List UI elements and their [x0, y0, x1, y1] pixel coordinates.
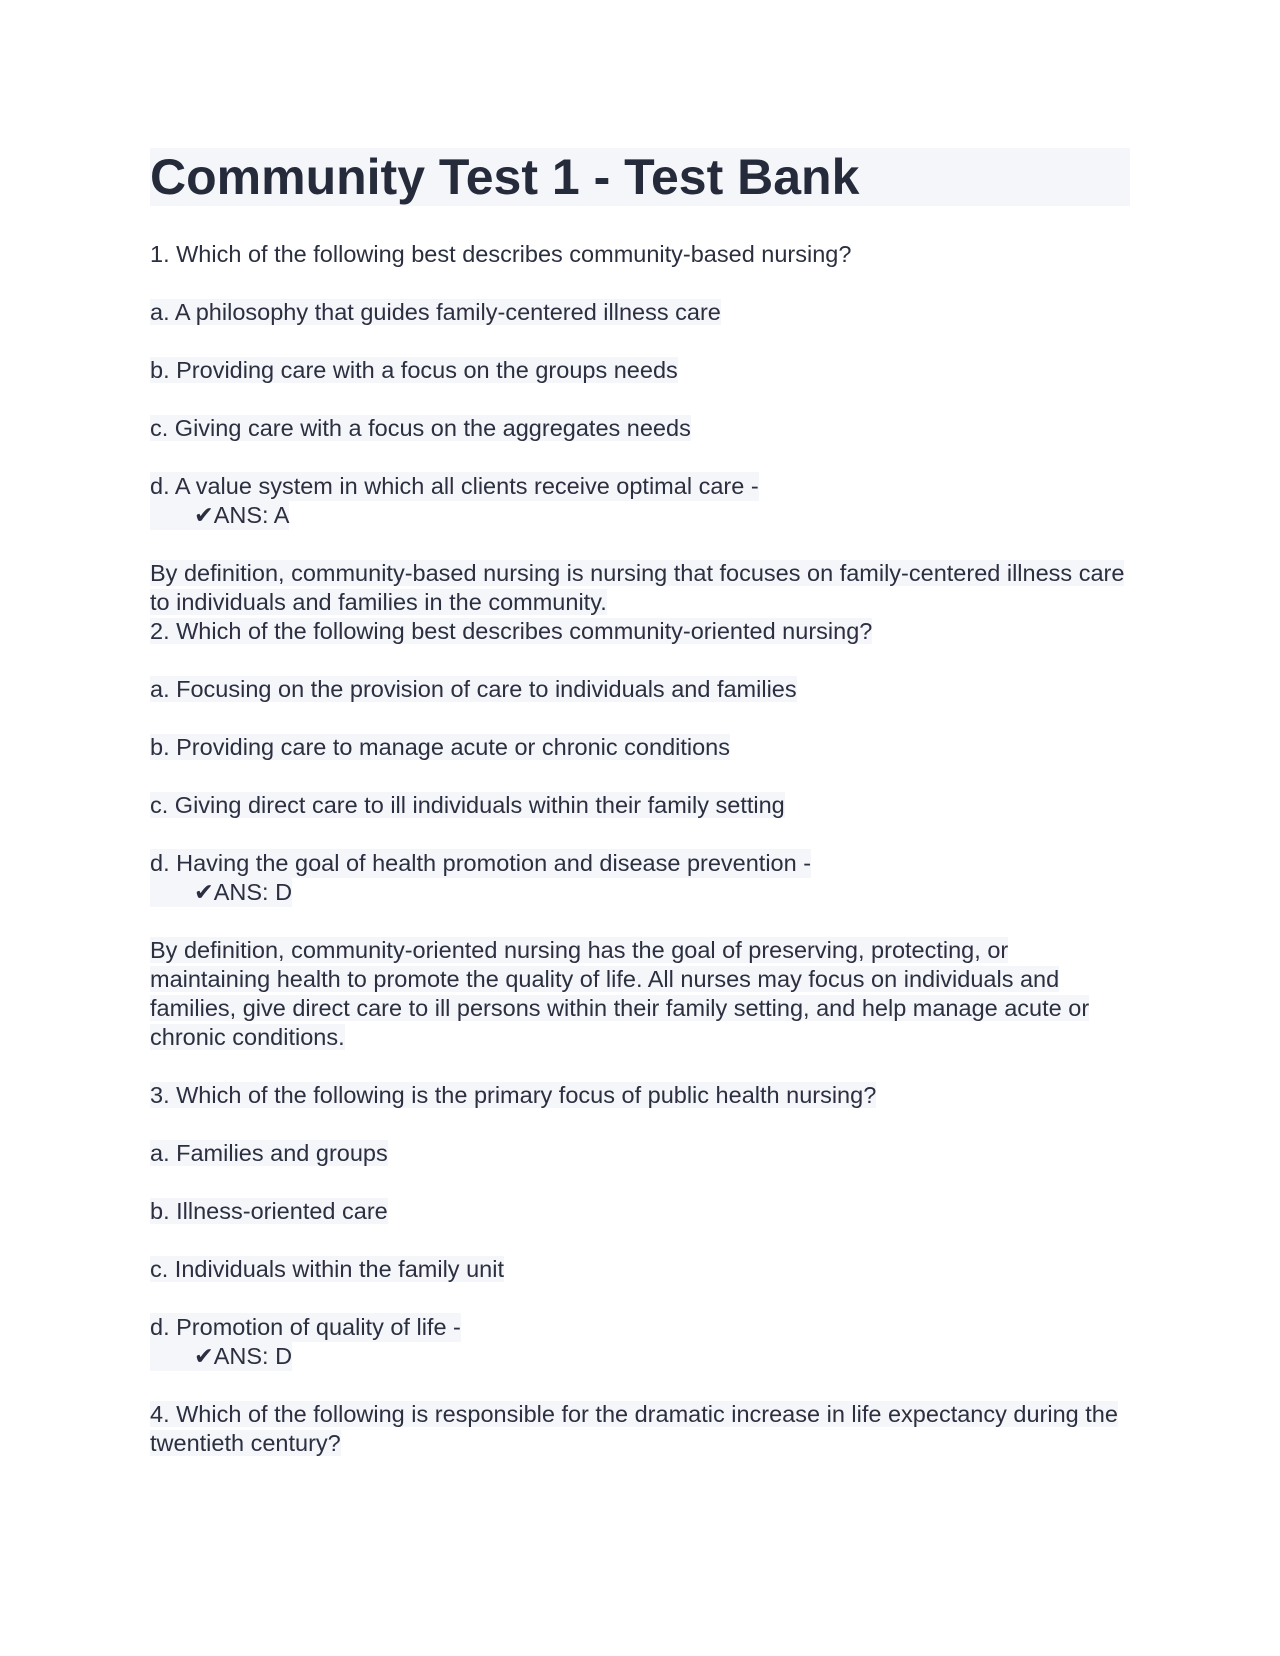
q2-rationale: By definition, community-oriented nursing has the goal of preserving, protecting, or maintaining health to promote the quality of life. All nurses may focus on individuals and families, give direct care to ill persons within their family setting, and help manage acute or chronic conditions. — [150, 937, 1090, 1050]
question-3: 3. Which of the following is the primary focus of public health nursing? — [150, 1082, 877, 1108]
question-2: 2. Which of the following best describes community-oriented nursing? — [150, 618, 873, 644]
q3-option-a: a. Families and groups — [150, 1140, 388, 1166]
q1-option-d: d. A value system in which all clients receive optimal care - — [150, 473, 759, 499]
q2-option-c: c. Giving direct care to ill individuals within their family setting — [150, 792, 785, 818]
q3-option-c: c. Individuals within the family unit — [150, 1256, 504, 1282]
q1-rationale: By definition, community-based nursing is nursing that focuses on family-centered illness care to individuals and families in the community. — [150, 560, 1125, 615]
q2-option-a: a. Focusing on the provision of care to individuals and families — [150, 676, 797, 702]
q2-option-b: b. Providing care to manage acute or chronic conditions — [150, 734, 730, 760]
page-title: Community Test 1 - Test Bank — [150, 148, 1130, 206]
q2-option-d: d. Having the goal of health promotion and disease prevention - — [150, 850, 812, 876]
q1-option-c: c. Giving care with a focus on the aggregates needs — [150, 415, 691, 441]
q2-answer: ✔ANS: D — [150, 878, 1130, 907]
document-page — [150, 148, 1130, 1487]
q3-option-b: b. Illness-oriented care — [150, 1198, 388, 1224]
q1-answer: ✔ANS: A — [150, 501, 1130, 530]
question-1: 1. Which of the following best describes community-based nursing? — [150, 241, 852, 267]
q3-answer: ✔ANS: D — [150, 1342, 1130, 1371]
q3-option-d: d. Promotion of quality of life - — [150, 1314, 461, 1340]
q1-option-a: a. A philosophy that guides family-centered illness care — [150, 299, 721, 325]
question-4: 4. Which of the following is responsible for the dramatic increase in life expectancy during the twentieth century? — [150, 1401, 1118, 1456]
q1-option-b: b. Providing care with a focus on the groups needs — [150, 357, 678, 383]
